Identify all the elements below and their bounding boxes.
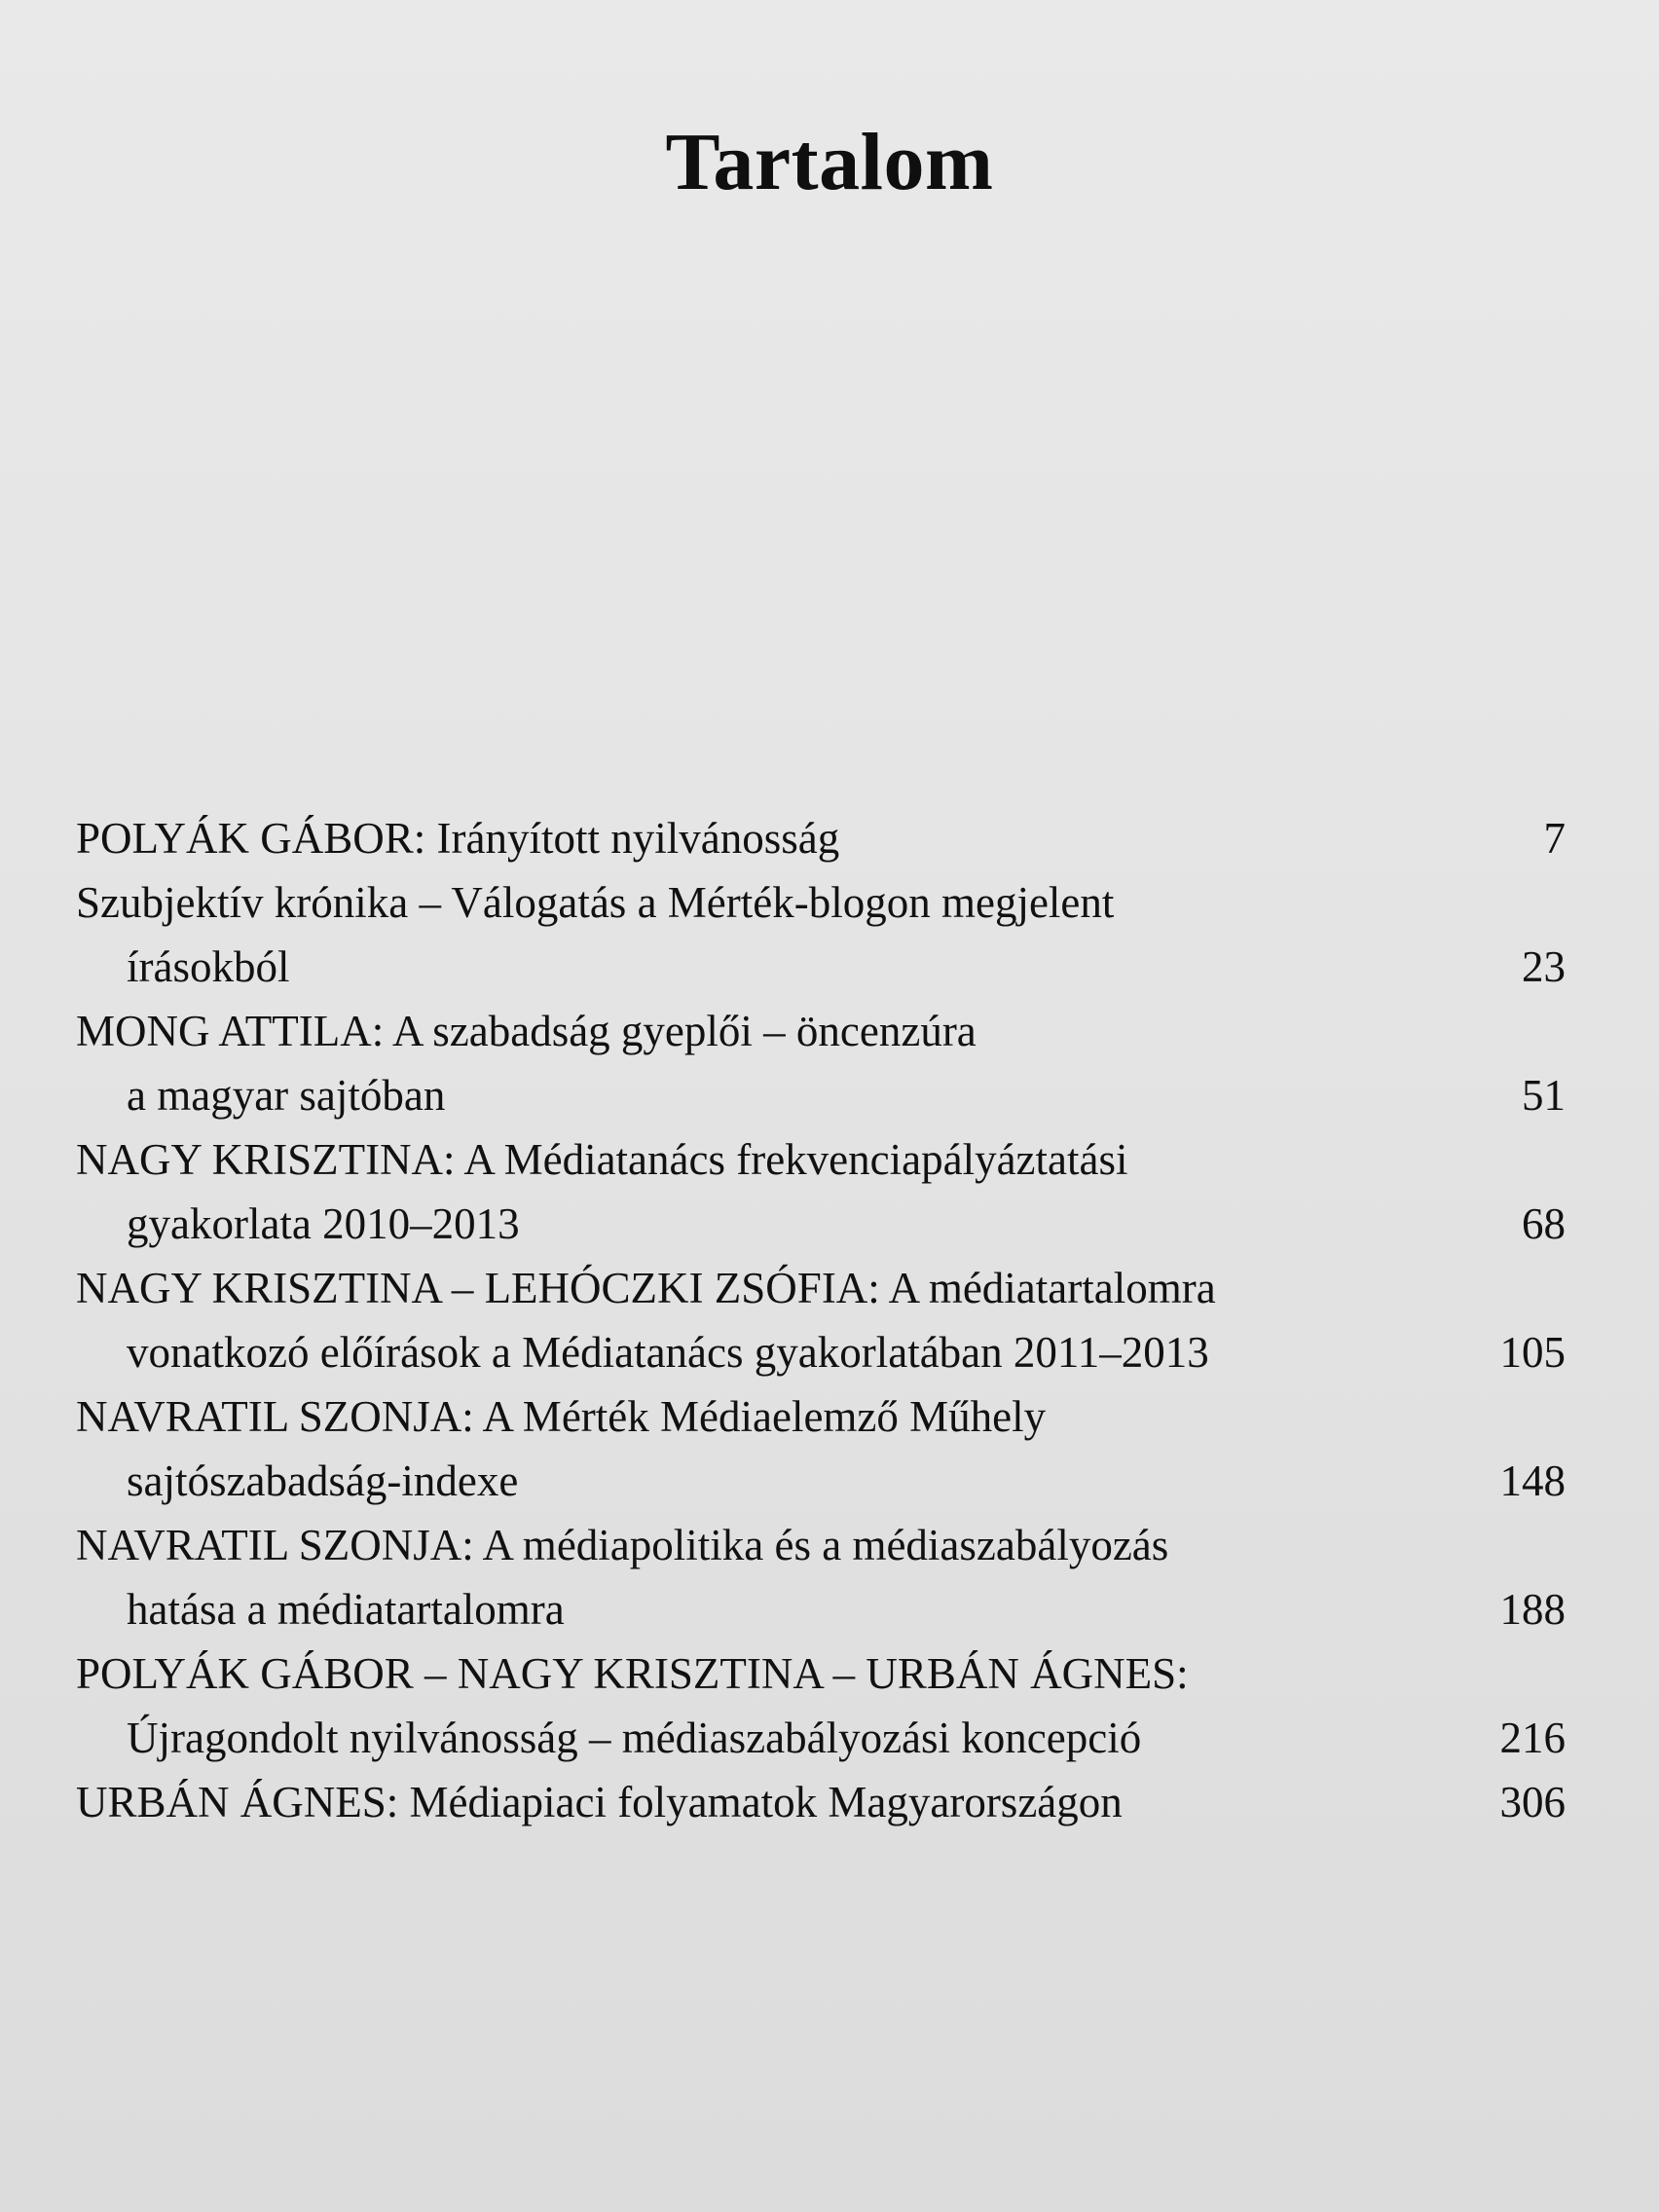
page-title: Tartalom	[665, 117, 994, 207]
toc-page-number: 188	[1499, 1585, 1566, 1634]
toc-entry-title: NAGY KRISZTINA: A Médiatanács frekvenciapályáztatási	[76, 1135, 1128, 1184]
toc-entry	[76, 806, 1566, 870]
toc-entry-title: MONG ATTILA: A szabadság gyeplői – öncenzúra	[76, 1007, 977, 1055]
toc-entry	[76, 1256, 1566, 1384]
toc-entry-title: Szubjektív krónika – Válogatás a Mérték-blogon megjelent	[76, 878, 1115, 927]
toc-entry-title: URBÁN ÁGNES: Médiapiaci folyamatok Magyarországon	[76, 1778, 1123, 1826]
toc-entry-title-continued: írásokból	[127, 942, 290, 991]
toc-entry	[76, 1127, 1566, 1256]
toc-entry-title: NAVRATIL SZONJA: A Mérték Médiaelemző Műhely	[76, 1392, 1047, 1441]
toc-entry-title: NAVRATIL SZONJA: A médiapolitika és a médiaszabályozás	[76, 1521, 1169, 1569]
toc-entry	[76, 999, 1566, 1127]
toc-entry-title: NAGY KRISZTINA – LEHÓCZKI ZSÓFIA: A médiatartalomra	[76, 1264, 1216, 1312]
toc-entry	[76, 870, 1566, 999]
toc-page-number: 306	[1499, 1778, 1566, 1826]
toc-page-number: 105	[1499, 1328, 1566, 1377]
toc-entry-title: POLYÁK GÁBOR – NAGY KRISZTINA – URBÁN ÁGNES:	[76, 1649, 1189, 1698]
toc-entry-title-continued: gyakorlata 2010–2013	[127, 1199, 520, 1248]
toc-page-number: 23	[1522, 942, 1566, 991]
toc-entry	[76, 1513, 1566, 1641]
table-of-contents	[76, 806, 1566, 1834]
toc-entry	[76, 1384, 1566, 1513]
toc-page-number: 216	[1499, 1714, 1566, 1762]
toc-page-number: 68	[1522, 1199, 1566, 1248]
toc-entry-title-continued: sajtószabadság-indexe	[127, 1456, 519, 1505]
toc-entry-title-continued: hatása a médiatartalomra	[127, 1585, 565, 1634]
toc-page-number: 148	[1499, 1456, 1566, 1505]
toc-page-number: 51	[1522, 1071, 1566, 1120]
toc-page-number: 7	[1543, 814, 1566, 863]
toc-entry-title-continued: vonatkozó előírások a Médiatanács gyakorlatában 2011–2013	[127, 1328, 1209, 1377]
toc-entry-title-continued: a magyar sajtóban	[127, 1071, 446, 1120]
toc-entry	[76, 1770, 1566, 1834]
toc-entry-title: POLYÁK GÁBOR: Irányított nyilvánosság	[76, 814, 840, 863]
toc-entry-title-continued: Újragondolt nyilvánosság – médiaszabályozási koncepció	[127, 1714, 1142, 1762]
toc-entry	[76, 1641, 1566, 1770]
